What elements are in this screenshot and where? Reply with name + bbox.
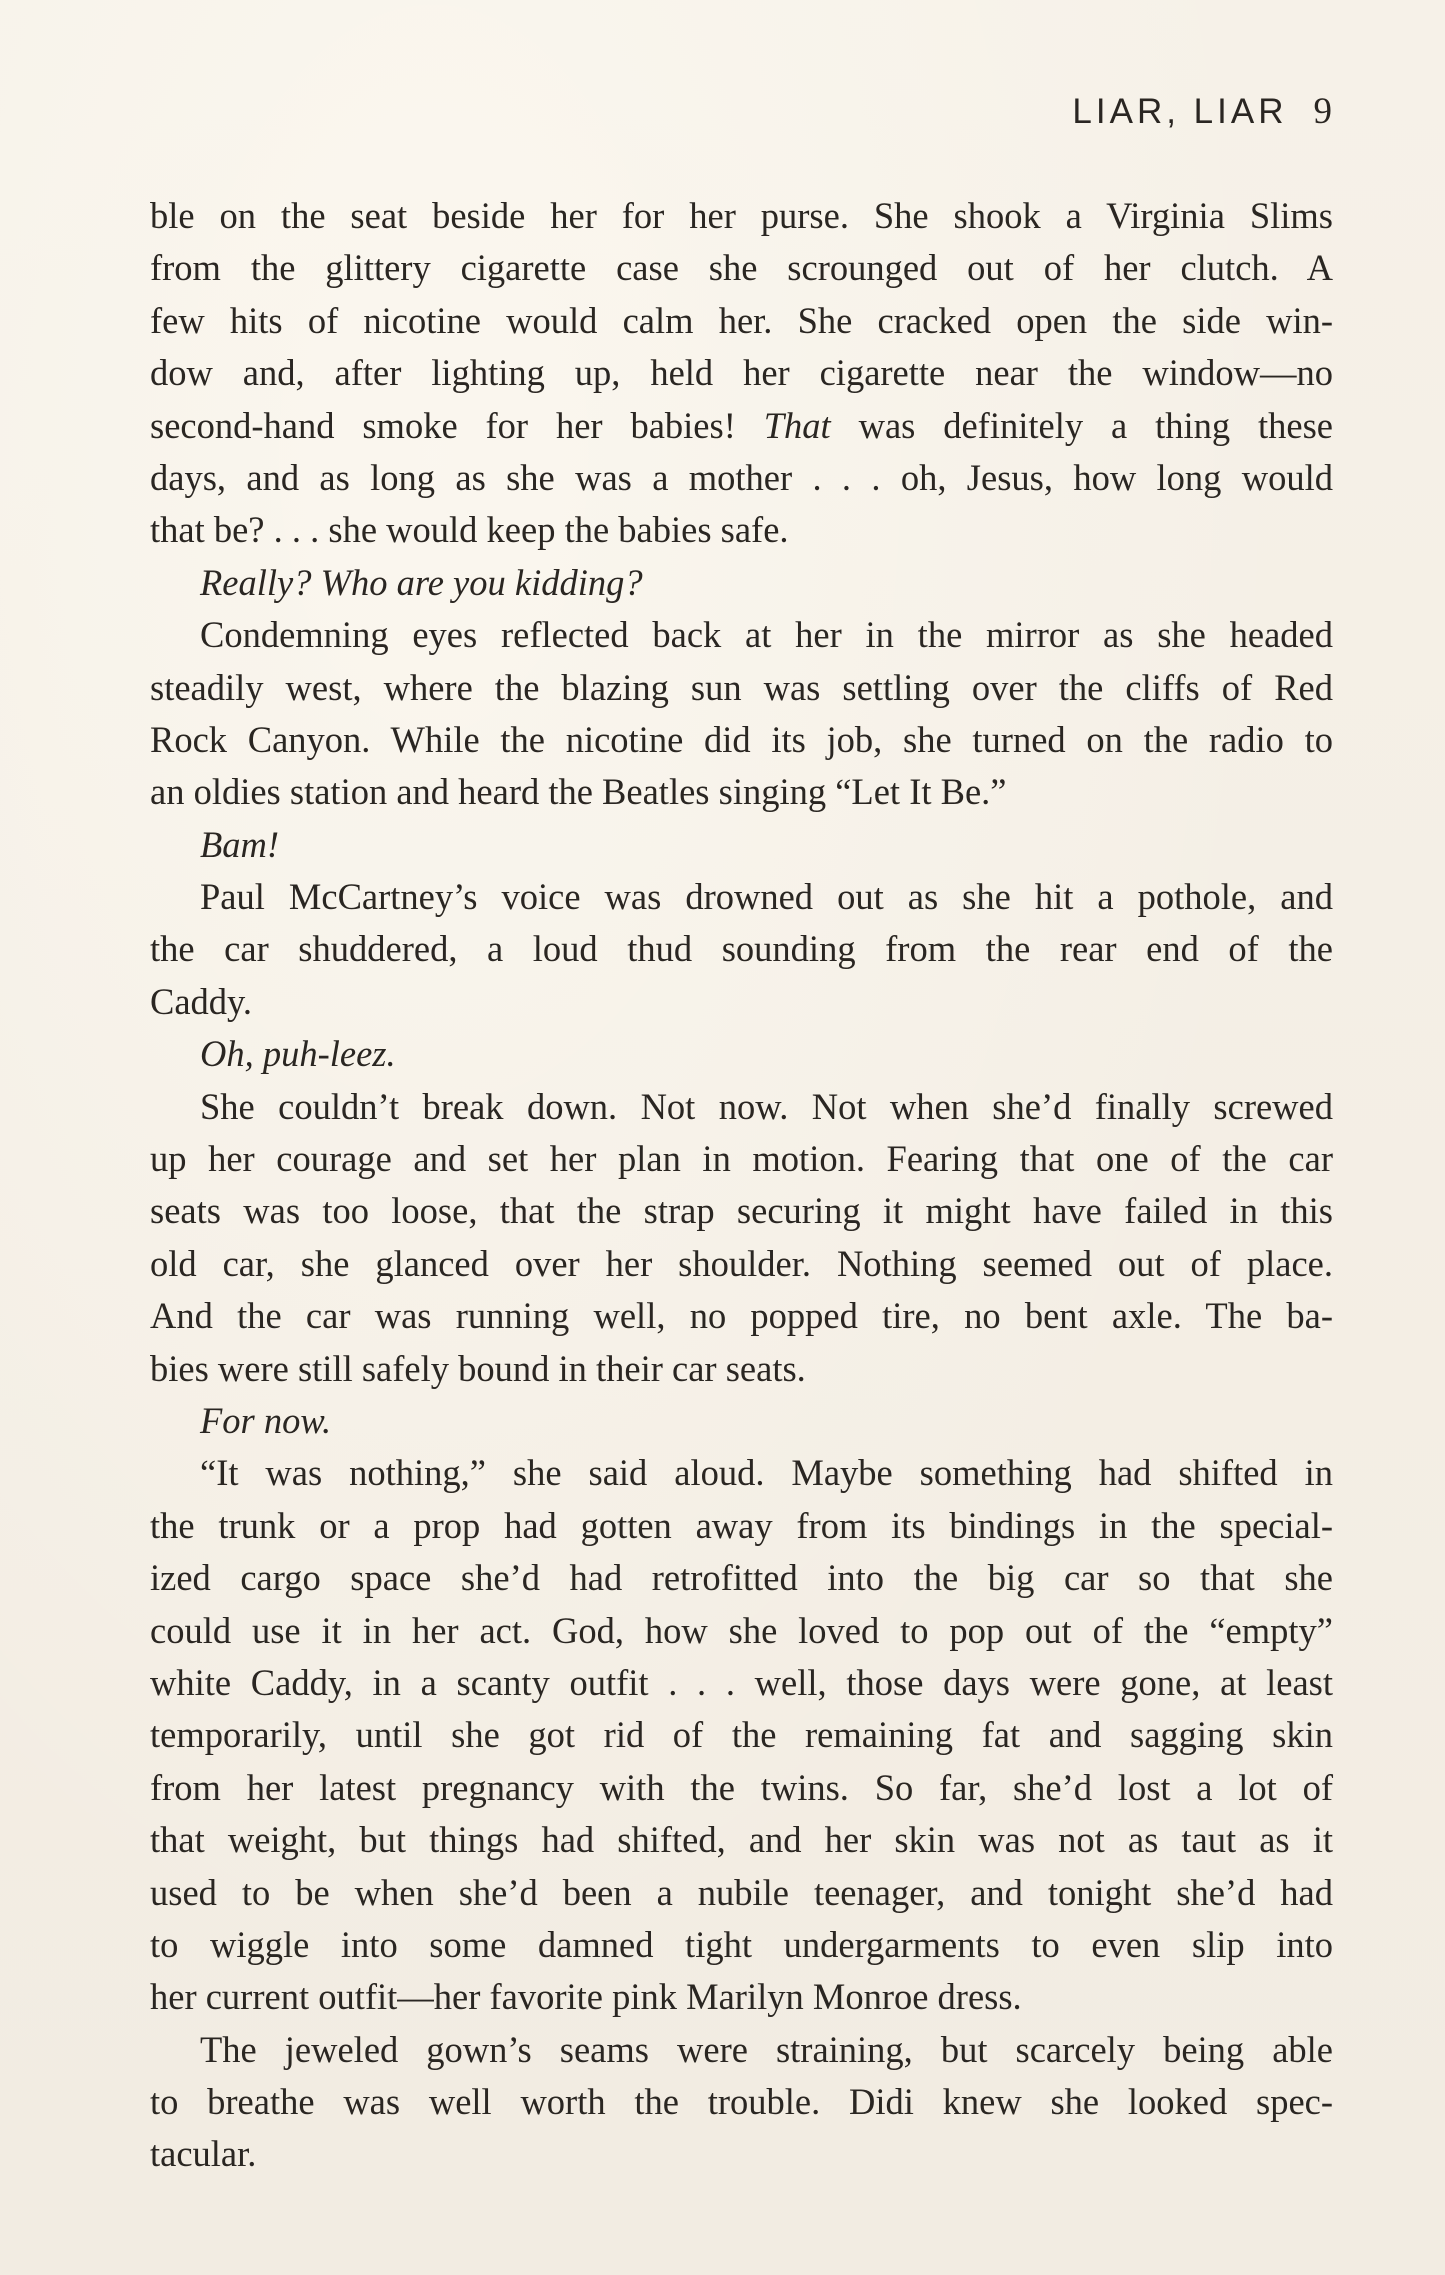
text-segment: second-hand smoke for her babies!: [150, 404, 764, 446]
text-line: to wiggle into some damned tight undergarments to even slip into: [150, 1923, 1333, 1965]
text-line: few hits of nicotine would calm her. She cracked open the side win-: [150, 299, 1333, 341]
text-line: The jeweled gown’s seams were straining, but scarcely being able: [200, 2028, 1333, 2070]
text-line: from the glittery cigarette case she scrounged out of her clutch. A: [150, 247, 1333, 289]
text-line: her current outfit—her favorite pink Marilyn Monroe dress.: [150, 1976, 1022, 2018]
text-line: bies were still safely bound in their car seats.: [150, 1347, 806, 1389]
text-line: Oh, puh-leez.: [200, 1033, 396, 1075]
text-line: could use it in her act. God, how she loved to pop out of the “empty”: [150, 1609, 1333, 1651]
text-line: steadily west, where the blazing sun was settling over the cliffs of Red: [150, 666, 1333, 708]
text-line: up her courage and set her plan in motion. Fearing that one of the car: [150, 1138, 1333, 1180]
text-line: old car, she glanced over her shoulder. Nothing seemed out of place.: [150, 1242, 1333, 1284]
running-head: [1072, 88, 1335, 136]
text-line: days, and as long as she was a mother . . . oh, Jesus, how long would: [150, 456, 1333, 498]
text-line: seats was too loose, that the strap securing it might have failed in this: [150, 1190, 1333, 1232]
page-number: 9: [1313, 91, 1335, 132]
text-line: Rock Canyon. While the nicotine did its job, she turned on the radio to: [150, 718, 1333, 760]
text-line: ble on the seat beside her for her purse. She shook a Virginia Slims: [150, 195, 1333, 236]
body-text: [150, 190, 1333, 2181]
text-line: Bam!: [200, 823, 280, 865]
text-line: ized cargo space she’d had retrofitted into the big car so that she: [150, 1557, 1333, 1599]
running-head-title: LIAR, LIAR: [1072, 92, 1288, 131]
text-line: white Caddy, in a scanty outfit . . . well, those days were gone, at least: [150, 1661, 1333, 1703]
text-line: tacular.: [150, 2133, 257, 2175]
text-line: Condemning eyes reflected back at her in the mirror as she headed: [200, 614, 1333, 656]
text-line: the car shuddered, a loud thud sounding from the rear end of the: [150, 928, 1333, 970]
text-segment: was definitely a thing these: [830, 404, 1333, 446]
text-line: temporarily, until she got rid of the remaining fat and sagging skin: [150, 1714, 1333, 1756]
text-line: And the car was running well, no popped tire, no bent axle. The ba-: [150, 1295, 1333, 1337]
text-line: “It was nothing,” she said aloud. Maybe something had shifted in: [200, 1452, 1333, 1494]
text-line: Really? Who are you kidding?: [200, 561, 643, 603]
text-line: Paul McCartney’s voice was drowned out as she hit a pothole, and: [200, 876, 1333, 918]
text-line: For now.: [200, 1399, 332, 1441]
text-line: [150, 400, 1333, 452]
text-line: the trunk or a prop had gotten away from its bindings in the special-: [150, 1504, 1333, 1546]
text-line: an oldies station and heard the Beatles singing “Let It Be.”: [150, 771, 1007, 813]
text-line: She couldn’t break down. Not now. Not when she’d finally screwed: [200, 1085, 1333, 1127]
italic-text: That: [763, 404, 831, 446]
text-line: used to be when she’d been a nubile teenager, and tonight she’d had: [150, 1871, 1333, 1913]
text-line: Caddy.: [150, 980, 253, 1022]
text-line: that weight, but things had shifted, and her skin was not as taut as it: [150, 1819, 1333, 1861]
text-line: to breathe was well worth the trouble. Didi knew she looked spec-: [150, 2081, 1333, 2123]
text-line: that be? . . . she would keep the babies safe.: [150, 509, 789, 551]
text-line: from her latest pregnancy with the twins. So far, she’d lost a lot of: [150, 1766, 1333, 1808]
text-line: dow and, after lighting up, held her cigarette near the window—no: [150, 352, 1333, 394]
